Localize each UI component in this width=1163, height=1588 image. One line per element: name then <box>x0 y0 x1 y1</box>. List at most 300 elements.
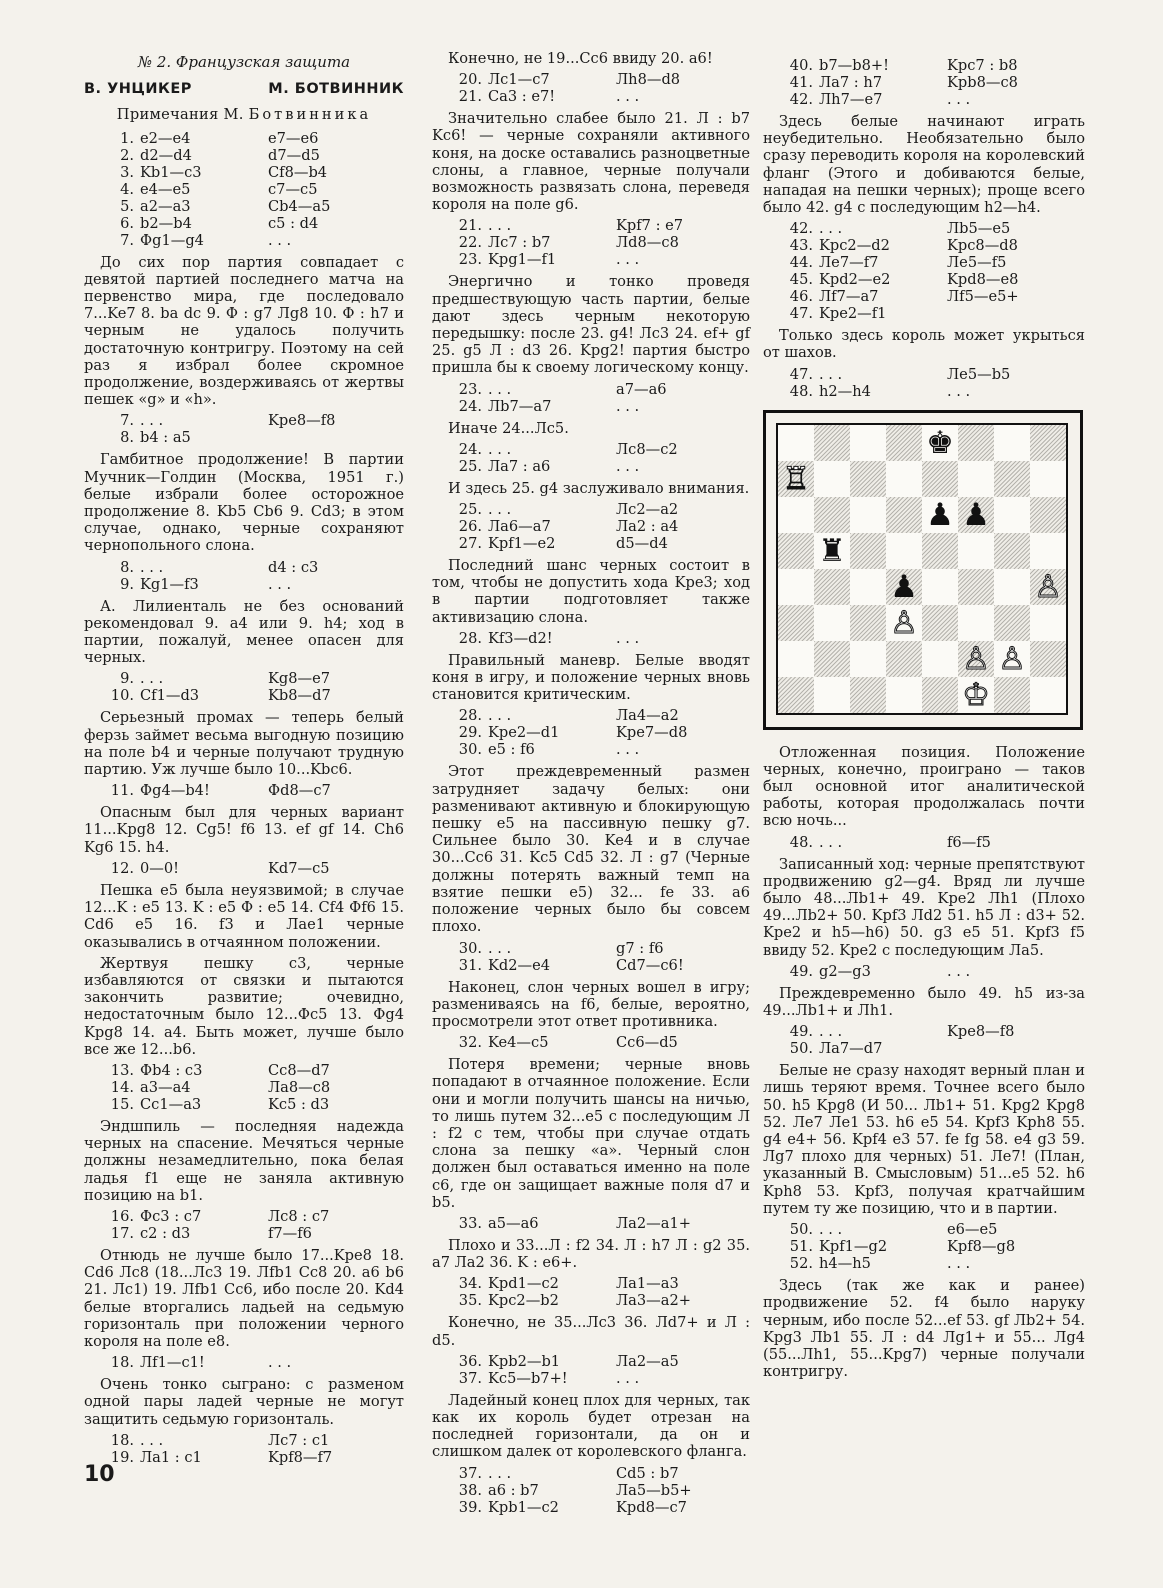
black-move: . . . <box>616 397 640 415</box>
move-number: 7. <box>120 412 134 430</box>
annotation-paragraph: Очень тонко сыграно: с разменом одной пары ладей черные не могут защитить седьмую горизонталь. <box>84 1376 404 1428</box>
black-move: e6—e5 <box>947 1221 998 1239</box>
annotation-paragraph: Потеря времени; черные вновь попадают в отчаянное положение. Если они и могли получить шансы на ничью, то лишь путем 32...e5 с последующим Л : f2 с тем, чтобы при случае отдать слона за пешку «a». Черный слон должен был оставаться именно на поле c6, где он защищает важные поля d7 и b5. <box>432 1056 750 1211</box>
move-number: 51. <box>789 1238 813 1256</box>
board-square <box>922 497 958 533</box>
black-move: Kpb8—c8 <box>947 74 1018 91</box>
moves-block <box>100 1432 404 1466</box>
moves-block <box>448 381 750 415</box>
black-move: g7 : f6 <box>616 939 664 957</box>
annotation-paragraph: Последний шанс черных состоит в том, чтобы не допустить хода Kpe3; ход в партии подготовляет также активизацию слона. <box>432 557 750 626</box>
white-move: Лa7 : a6 <box>488 457 551 475</box>
black-move: Kpe7—d8 <box>616 724 688 742</box>
white-move: Kpc2—d2 <box>819 237 890 255</box>
moves-block <box>100 1354 404 1371</box>
black-move: Лa1—a3 <box>616 1275 679 1293</box>
black-move: Kc5 : d3 <box>268 1095 330 1113</box>
white-move: . . . <box>140 670 164 688</box>
black-move: . . . <box>947 382 971 400</box>
black-move: . . . <box>616 629 640 647</box>
black-move: Лa2—a5 <box>616 1352 679 1370</box>
annotation-paragraph: Значительно слабее было 21. Л : b7 Kc6! — черные сохраняли активного коня, на доске оставались разноцветные слоны, а главное, черные получали возможность развязать слона, переведя короля на поле g6. <box>432 110 750 214</box>
board-square <box>958 569 994 605</box>
white-move: Фg1—g4 <box>140 231 204 249</box>
annotation-paragraph: Гамбитное продолжение! В партии Мучник—Голдин (Москва, 1951 г.) белые избрали более осторожное продолжение 8. Kb5 Cb6 9. Cd3; в этом случае, однако, черные сохраняют чернопольного слона. <box>84 451 404 555</box>
move-number: 24. <box>458 440 482 458</box>
white-move: Лf7—a7 <box>819 288 879 306</box>
board-square <box>886 569 922 605</box>
white-move: b4 : a5 <box>140 429 191 447</box>
black-move: Лa2—a1+ <box>616 1214 691 1232</box>
move-number: 50. <box>789 1221 813 1239</box>
board-square <box>994 497 1030 533</box>
board-square <box>1030 605 1066 641</box>
white-move: e5 : f6 <box>488 741 535 759</box>
white-move: Kpb2—b1 <box>488 1352 561 1370</box>
annotation-paragraph: Серьезный промах — теперь белый ферзь займет весьма выгодную позицию на поле b4 и черные получают трудную партию. Уж лучше было 10...Kbc6. <box>84 709 404 779</box>
board-square <box>886 533 922 569</box>
white-move: Лe7—f7 <box>819 254 879 272</box>
annotation-paragraph: Пешка e5 была неуязвимой; в случае 12...K : e5 13. K : e5 Ф : e5 14. Cf4 Фf6 15. Cd6 e5 16. f3 и Лae1 черные оказывались в отчаянном положении. <box>84 881 404 951</box>
board-square <box>922 569 958 605</box>
annotator-prefix: Примечания М. <box>116 106 244 124</box>
annotation-paragraph: Ладейный конец плох для черных, так как их король будет отрезан на последней горизонтали, да он и слишком далек от королевского фланга. <box>432 1391 750 1461</box>
move-number: 44. <box>789 254 813 272</box>
black-move: e7—e6 <box>268 129 319 147</box>
white-move: Kb1—c3 <box>140 163 202 181</box>
black-move: Kpc8—d8 <box>947 237 1018 255</box>
white-move: Kpd1—c2 <box>488 1275 559 1293</box>
white-move: Лa1 : c1 <box>140 1448 202 1466</box>
annotation-paragraph: Здесь (так же как и ранее) продвижение 52. f4 было наруку черным, ибо после 52...ef 53. gf Лb2+ 54. Kpg3 Лb1 55. Л : d4 Лg1+ и 55... Лg4 (55...Лh1, 55...Kpg7) черные получали контригру. <box>763 1277 1085 1381</box>
page-number: 10 <box>84 1462 115 1487</box>
move-number: 45. <box>789 271 813 289</box>
move-number: 15. <box>110 1095 134 1113</box>
board-square <box>850 569 886 605</box>
players-line <box>84 81 404 98</box>
move-number: 35. <box>458 1292 482 1310</box>
move-number: 23. <box>458 251 482 269</box>
board-square <box>922 461 958 497</box>
board-square <box>778 533 814 569</box>
black-move: . . . <box>616 1369 640 1387</box>
annotation-paragraph: Правильный маневр. Белые вводят коня в игру, и положение черных вновь становится критическим. <box>432 651 750 704</box>
white-move: . . . <box>819 220 843 238</box>
black-move: Cb4—a5 <box>268 197 331 215</box>
white-move: 0—0! <box>140 859 180 877</box>
move-number: 36. <box>458 1352 482 1370</box>
black-move: c5 : d4 <box>268 214 319 232</box>
board-square <box>850 641 886 677</box>
black-move: . . . <box>947 962 971 980</box>
board-square <box>922 425 958 461</box>
moves-block <box>100 130 404 249</box>
white-move: b2—b4 <box>140 214 192 232</box>
black-move: Лa4—a2 <box>616 707 679 725</box>
black-move: d4 : c3 <box>268 558 319 576</box>
board-square <box>814 425 850 461</box>
board-square <box>850 605 886 641</box>
move-number: 22. <box>458 234 482 252</box>
board-square <box>814 605 850 641</box>
move-number: 47. <box>789 365 813 383</box>
move-number: 28. <box>458 707 482 725</box>
move-number: 50. <box>789 1040 813 1058</box>
move-number: 24. <box>458 397 482 415</box>
black-move: Лd8—c8 <box>616 234 679 252</box>
board-square <box>778 605 814 641</box>
white-move: Kpe2—f1 <box>819 305 887 323</box>
white-move: h2—h4 <box>819 382 871 400</box>
white-rook-icon: ♖ <box>782 460 810 497</box>
white-move: . . . <box>819 833 843 851</box>
black-move: . . . <box>268 575 292 593</box>
move-number: 43. <box>789 237 813 255</box>
white-move: Kpg1—f1 <box>488 251 557 269</box>
black-player: М. БОТВИННИК <box>268 81 404 98</box>
black-rook-icon: ♜ <box>818 532 846 569</box>
move-number: 48. <box>789 833 813 851</box>
board-square <box>850 533 886 569</box>
annotation-paragraph: Жертвуя пешку c3, черные избавляются от связки и пытаются закончить развитие; очевидно, недостаточным было 12...Фc5 13. Фg4 Kpg8 14. a4. Быть может, лучше было все же 12...b6. <box>84 954 404 1058</box>
move-number: 29. <box>458 724 482 742</box>
board-square <box>814 497 850 533</box>
board-square <box>958 677 994 713</box>
white-move: Kc5—b7+! <box>488 1369 568 1387</box>
move-number: 38. <box>458 1481 482 1499</box>
board-square <box>886 497 922 533</box>
board-square <box>778 425 814 461</box>
board-square <box>814 461 850 497</box>
board-square <box>958 497 994 533</box>
moves-block <box>448 1034 750 1051</box>
white-move: Kpe2—d1 <box>488 724 560 742</box>
board-square <box>994 461 1030 497</box>
board-square <box>814 677 850 713</box>
move-number: 41. <box>789 74 813 91</box>
board-square <box>922 533 958 569</box>
annotator-name: Ботвинника <box>248 106 372 124</box>
moves-block <box>448 1215 750 1232</box>
white-move: . . . <box>488 440 512 458</box>
black-move: Лc8—c2 <box>616 440 678 458</box>
move-number: 25. <box>458 501 482 519</box>
annotation-paragraph: И здесь 25. g4 заслуживало внимания. <box>448 479 750 497</box>
white-move: . . . <box>488 380 512 398</box>
white-move: Фg4—b4! <box>140 782 210 800</box>
move-number: 12. <box>110 859 134 877</box>
board-square <box>778 569 814 605</box>
moves-block <box>448 501 750 552</box>
white-move: Лh7—e7 <box>819 91 883 108</box>
move-number: 28. <box>458 629 482 647</box>
move-number: 39. <box>458 1498 482 1516</box>
black-move <box>266 429 394 446</box>
move-number: 46. <box>789 288 813 306</box>
move-number: 21. <box>458 217 482 235</box>
black-move: Kd7—c5 <box>268 859 330 877</box>
black-move: Лe5—b5 <box>947 365 1011 383</box>
board-square <box>994 569 1030 605</box>
black-move: Фd8—c7 <box>268 782 331 800</box>
black-move: c7—c5 <box>268 180 318 198</box>
annotation-paragraph: Преждевременно было 49. h5 из-за 49...Лb1+ и Лh1. <box>763 984 1085 1020</box>
moves-block <box>779 1221 1085 1272</box>
moves-block <box>100 860 404 877</box>
moves-block <box>779 366 1085 400</box>
moves-block <box>100 1062 404 1113</box>
black-move: Лb5—e5 <box>947 220 1011 238</box>
moves-block <box>448 940 750 974</box>
moves-block <box>448 1465 750 1516</box>
move-number: 18. <box>110 1354 134 1372</box>
annotation-paragraph: Отнюдь не лучше было 17...Kpe8 18. Cd6 Лc8 (18...Лc3 19. Лfb1 Cc8 20. a6 b6 21. Лc1) 19. Лfb1 Cc6, ибо после 20. Kd4 белые вторгались ладьей на седьмую горизонталь при положении черного короля на поле e8. <box>84 1246 404 1350</box>
move-number: 23. <box>458 380 482 398</box>
white-move: Лf1—c1! <box>140 1354 205 1372</box>
move-number: 13. <box>110 1061 134 1079</box>
chess-board <box>776 423 1068 715</box>
black-move: d7—d5 <box>268 146 320 164</box>
annotation-paragraph: Конечно, не 35...Лc3 36. Лd7+ и Л : d5. <box>432 1314 750 1349</box>
black-move: Kpf8—f7 <box>268 1448 333 1466</box>
white-move: a2—a3 <box>140 197 191 215</box>
move-number: 37. <box>458 1369 482 1387</box>
board-square <box>778 461 814 497</box>
white-move: g2—g3 <box>819 962 871 980</box>
board-square <box>994 605 1030 641</box>
white-move: h4—h5 <box>819 1255 871 1273</box>
black-move: Kpe8—f8 <box>947 1023 1015 1041</box>
game-title: № 2. Французская защита <box>137 53 351 71</box>
move-number: 52. <box>789 1255 813 1273</box>
white-move: e2—e4 <box>140 129 191 147</box>
board-square <box>958 605 994 641</box>
moves-block <box>448 441 750 475</box>
column-middle <box>432 50 750 1521</box>
white-pawn-icon: ♙ <box>890 604 918 641</box>
board-square <box>1030 533 1066 569</box>
white-move: e4—e5 <box>140 180 191 198</box>
board-square <box>958 641 994 677</box>
move-number: 8. <box>120 558 134 576</box>
moves-block <box>100 670 404 704</box>
moves-block <box>100 559 404 593</box>
move-number: 21. <box>458 88 482 106</box>
move-number: 49. <box>789 962 813 980</box>
white-move: Лc7 : b7 <box>488 234 551 252</box>
move-number: 18. <box>110 1431 134 1449</box>
board-square <box>1030 677 1066 713</box>
white-move: . . . <box>488 217 512 235</box>
move-number: 37. <box>458 1464 482 1482</box>
moves-block <box>779 57 1085 108</box>
white-move: . . . <box>819 1023 843 1041</box>
move-number: 26. <box>458 518 482 536</box>
column-right <box>763 56 1085 1384</box>
black-move: . . . <box>616 457 640 475</box>
board-square <box>886 425 922 461</box>
board-square <box>1030 497 1066 533</box>
black-king-icon: ♚ <box>926 424 954 461</box>
board-square <box>850 497 886 533</box>
black-move: Cf8—b4 <box>268 163 328 181</box>
move-number: 25. <box>458 457 482 475</box>
black-move: Лa3—a2+ <box>616 1292 691 1310</box>
black-move: Лc7 : c1 <box>268 1431 330 1449</box>
move-number: 42. <box>789 220 813 238</box>
white-move: . . . <box>488 939 512 957</box>
white-move: Лb7—a7 <box>488 397 552 415</box>
moves-block <box>779 963 1085 980</box>
black-move: Cd5 : b7 <box>616 1464 679 1482</box>
black-move: Лh8—d8 <box>616 71 681 89</box>
board-square <box>1030 569 1066 605</box>
white-move: Фc3 : c7 <box>140 1207 202 1225</box>
column-left <box>84 50 404 1471</box>
black-move: Лa2 : a4 <box>616 518 679 536</box>
moves-block <box>100 1208 404 1242</box>
board-square <box>886 605 922 641</box>
black-move: . . . <box>268 1354 292 1372</box>
moves-block <box>779 220 1085 322</box>
moves-block <box>448 630 750 647</box>
board-square <box>814 569 850 605</box>
moves-block <box>100 412 404 446</box>
black-move: Kb8—d7 <box>268 687 331 705</box>
white-move: Kpc2—b2 <box>488 1292 559 1310</box>
black-move <box>945 305 1073 322</box>
board-square <box>850 461 886 497</box>
move-number: 42. <box>789 91 813 108</box>
white-move: d2—d4 <box>140 146 192 164</box>
white-move: . . . <box>140 1431 164 1449</box>
annotator-line <box>84 106 404 123</box>
move-number: 48. <box>789 382 813 400</box>
moves-block <box>448 1275 750 1309</box>
white-move: Kpf1—g2 <box>819 1238 888 1256</box>
board-square <box>1030 641 1066 677</box>
move-number: 19. <box>110 1448 134 1466</box>
white-move: Ke4—c5 <box>488 1034 549 1052</box>
black-move: Cc6—d5 <box>616 1034 678 1052</box>
annotation-paragraph: До сих пор партия совпадает с девятой партией последнего матча на первенство мира, где последовало 7...Ke7 8. ba dc 9. Ф : g7 Лg8 10. Ф : h7 и черным не удалось получить достаточную контригру. Поэтому на сей раз я избрал более скромное продолжение, воздерживаясь от жертвы пешек «g» и «h». <box>84 253 404 409</box>
board-square <box>814 533 850 569</box>
annotation-paragraph: Белые не сразу находят верный план и лишь теряют время. Точнее всего было 50. h5 Kpg8 (И 50... Лb1+ 51. Kpg2 Kpg8 52. Лe7 Лe1 53. h6 e5 54. Kpf3 Kph8 55. g4 e4+ 56. Kpf4 e3 57. fe fg 58. e4 g3 59. Лg7 плохо для черных) 51. Лe7! (План, указанный В. Смысловым) 51...e5 52. h6 Kph8 53. Kpf3, получая кратчайшим путем ту же позицию, что и в партии. <box>763 1062 1085 1217</box>
board-square <box>994 677 1030 713</box>
white-move: . . . <box>488 501 512 519</box>
black-pawn-icon: ♟ <box>962 496 990 533</box>
move-number: 9. <box>120 670 134 688</box>
move-number: 40. <box>789 57 813 74</box>
board-square <box>1030 461 1066 497</box>
move-number: 32. <box>458 1034 482 1052</box>
move-number: 17. <box>110 1224 134 1242</box>
move-number: 27. <box>458 535 482 553</box>
annotation-paragraph: Здесь белые начинают играть неубедительно. Необязательно было сразу переводить короля на королевский фланг (Этого и добиваются белые, нападая на пешки черных); проще всего было 42. g4 с последующим h2—h4. <box>763 113 1085 217</box>
white-move: Kpb1—c2 <box>488 1498 559 1516</box>
annotation-paragraph: Иначе 24...Лc5. <box>448 419 569 437</box>
white-move: . . . <box>488 1464 512 1482</box>
black-pawn-icon: ♟ <box>890 568 918 605</box>
move-number: 1. <box>120 129 134 147</box>
white-player: В. УНЦИКЕР <box>84 81 192 98</box>
white-pawn-icon: ♙ <box>962 640 990 677</box>
board-square <box>886 677 922 713</box>
board-square <box>922 605 958 641</box>
move-number: 10. <box>110 687 134 705</box>
white-pawn-icon: ♙ <box>998 640 1026 677</box>
white-move: . . . <box>819 1221 843 1239</box>
black-move: Kpe8—f8 <box>268 412 336 430</box>
white-move: Лa7—d7 <box>819 1040 883 1058</box>
white-pawn-icon: ♙ <box>1034 568 1062 605</box>
black-move: Лf5—e5+ <box>947 288 1019 306</box>
black-move: . . . <box>947 1255 971 1273</box>
move-number: 49. <box>789 1023 813 1041</box>
annotation-paragraph: Записанный ход: черные препятствуют продвижению g2—g4. Вряд ли лучше было 48...Лb1+ 49. Kpe2 Лh1 (Плохо 49...Лb2+ 50. Kpf3 Лd2 51. h5 Л : d3+ 52. Kpe2 и h5—h6) 50. g3 e5 51. Kpf3 f5 ввиду 52. Kpe2 с последующим Лa5. <box>763 855 1085 959</box>
black-move: Kpf8—g8 <box>947 1238 1016 1256</box>
move-number: 20. <box>458 71 482 89</box>
black-move <box>945 1040 1073 1057</box>
black-move: Kpc7 : b8 <box>947 57 1018 74</box>
white-move: Kg1—f3 <box>140 575 199 593</box>
white-move: a6 : b7 <box>488 1481 539 1499</box>
white-move: Cc1—a3 <box>140 1095 202 1113</box>
move-number: 47. <box>789 305 813 323</box>
black-move: Kg8—e7 <box>268 670 331 688</box>
board-square <box>778 497 814 533</box>
moves-block <box>779 1023 1085 1057</box>
move-number: 34. <box>458 1275 482 1293</box>
board-square <box>886 461 922 497</box>
black-move: . . . <box>947 91 971 108</box>
board-square <box>886 641 922 677</box>
board-square <box>814 641 850 677</box>
moves-block <box>100 782 404 799</box>
white-move: Ca3 : e7! <box>488 88 556 106</box>
board-square <box>958 461 994 497</box>
white-king-icon: ♔ <box>962 676 990 713</box>
board-square <box>1030 425 1066 461</box>
annotation-paragraph: Наконец, слон черных вошел в игру; размениваясь на f6, белые, вероятно, просмотрели этот ответ противника. <box>432 978 750 1030</box>
black-move: Лc8 : c7 <box>268 1207 330 1225</box>
black-move: Cc8—d7 <box>268 1061 330 1079</box>
move-number: 30. <box>458 741 482 759</box>
moves-block <box>448 71 750 105</box>
move-number: 6. <box>120 214 134 232</box>
white-move: c2 : d3 <box>140 1224 191 1242</box>
annotation-paragraph: А. Лилиенталь не без оснований рекомендовал 9. a4 или 9. h4; ход в партии, пожалуй, менее опасен для черных. <box>84 597 404 667</box>
board-square <box>958 425 994 461</box>
board-square <box>994 533 1030 569</box>
chess-diagram <box>763 410 1083 730</box>
board-square <box>850 677 886 713</box>
moves-block <box>448 1353 750 1387</box>
black-move: Kpd8—e8 <box>947 271 1019 289</box>
moves-block <box>779 834 1085 851</box>
black-move: f7—f6 <box>268 1224 312 1242</box>
annotation-paragraph: Отложенная позиция. Положение черных, конечно, проиграно — таков был основной итог аналитической работы, которая продолжалась почти всю ночь... <box>763 743 1085 830</box>
moves-block <box>448 707 750 758</box>
board-square <box>922 641 958 677</box>
white-move: . . . <box>488 707 512 725</box>
black-move: d5—d4 <box>616 535 668 553</box>
move-number: 16. <box>110 1207 134 1225</box>
annotation-paragraph: Эндшпиль — последняя надежда черных на спасение. Мечяться черные должны незамедлительно, пока белая ладья f1 еще не заняла активную позицию на b1. <box>84 1117 404 1204</box>
move-number: 7. <box>120 231 134 249</box>
black-move: a7—a6 <box>616 380 667 398</box>
move-number: 11. <box>110 782 134 800</box>
